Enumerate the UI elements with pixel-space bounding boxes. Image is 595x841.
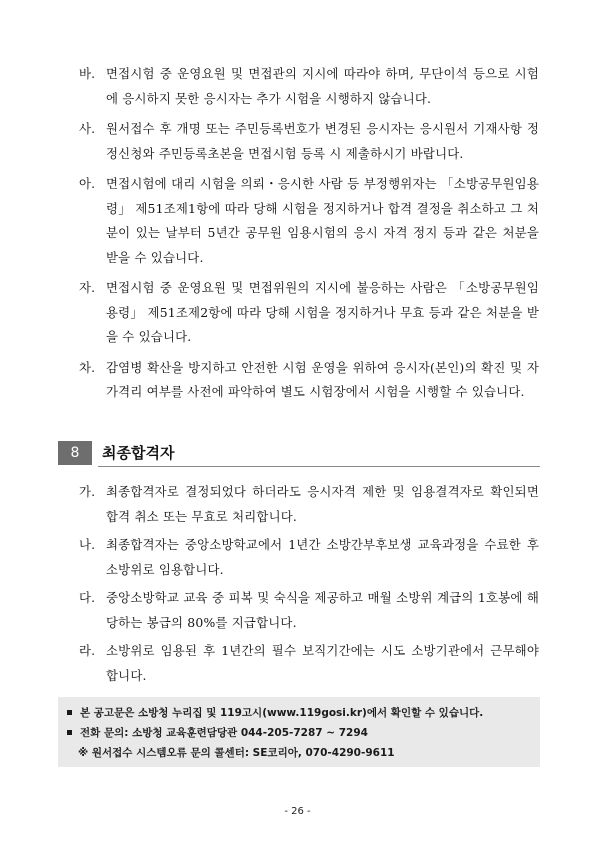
- list-item: [0, 533, 595, 582]
- list-item: [0, 117, 595, 166]
- list-item: [0, 356, 595, 405]
- square-bullet-icon: [67, 710, 72, 715]
- list-item: [0, 172, 595, 270]
- notice-box: [58, 697, 540, 767]
- item-list-bottom: [0, 480, 595, 688]
- section-divider: [98, 466, 540, 467]
- list-item: [0, 276, 595, 350]
- item-text: 면접시험 중 운영요원 및 면접위원의 지시에 불응하는 사람은 「소방공무원임용령」 제51조제2항에 따라 당해 시험을 정지하거나 무효 등과 같은 처분을 받을 수 있습니다.: [106, 280, 539, 344]
- notice-text: 전화 문의: 소방청 교육훈련담당관 044-205-7287 ~ 7294: [80, 727, 368, 739]
- page-number: - 26 -: [284, 806, 311, 817]
- item-marker: 다.: [79, 590, 96, 605]
- item-marker: 나.: [79, 537, 96, 552]
- notice-text: ※ 원서접수 시스템오류 문의 콜센터: SE코리아, 070-4290-9611: [78, 747, 395, 759]
- item-text: 소방위로 임용된 후 1년간의 필수 보직기간에는 시도 소방기관에서 근무해야 합니다.: [106, 643, 539, 683]
- item-marker: 라.: [79, 643, 96, 658]
- item-text: 최종합격자는 중앙소방학교에서 1년간 소방간부후보생 교육과정을 수료한 후 소방위로 임용합니다.: [106, 537, 539, 577]
- item-list-top: [0, 62, 595, 405]
- list-item: [0, 586, 595, 635]
- item-text: 원서접수 후 개명 또는 주민등록번호가 변경된 응시자는 응시원서 기재사항 정정신청와 주민등록초본을 면접시험 등록 시 제출하시기 바랍니다.: [106, 121, 539, 161]
- item-text: 감염병 확산을 방지하고 안전한 시험 운영을 위하여 응시자(본인)의 확진 및 자가격리 여부를 사전에 파악하여 별도 시험장에서 시험을 시행할 수 있습니다.: [106, 359, 539, 399]
- item-marker: 자.: [79, 280, 96, 295]
- item-marker: 가.: [79, 484, 96, 499]
- list-item: [0, 62, 595, 111]
- item-text: 최종합격자로 결정되었다 하더라도 응시자격 제한 및 임용결격자로 확인되면 합격 취소 또는 무효로 처리합니다.: [106, 484, 539, 524]
- item-marker: 사.: [79, 121, 96, 136]
- list-item: [0, 639, 595, 688]
- item-marker: 바.: [79, 66, 96, 81]
- section-heading: [58, 441, 540, 467]
- notice-text: 본 공고문은 소방청 누리집 및 119고시(www.119gosi.kr)에서 확인할 수 있습니다.: [80, 707, 484, 719]
- item-text: 면접시험에 대리 시험을 의뢰・응시한 사람 등 부정행위자는 「소방공무원임용령」 제51조제1항에 따라 당해 시험을 정지하거나 합격 결정을 취소하고 그 처분이 있는 날부터 5년간 공무원 임용시험의 응시 자격 정지 등과 같은 처분을 받을 수 있습니다.: [106, 176, 539, 265]
- list-item: [0, 480, 595, 529]
- section-title: 최종합격자: [102, 444, 175, 462]
- section-number: 8: [58, 441, 92, 465]
- item-marker: 아.: [79, 176, 96, 191]
- square-bullet-icon: [67, 730, 72, 735]
- item-text: 면접시험 중 운영요원 및 면접관의 지시에 따라야 하며, 무단이석 등으로 시험에 응시하지 못한 응시자는 추가 시험을 시행하지 않습니다.: [106, 66, 539, 106]
- item-marker: 차.: [79, 359, 96, 375]
- item-text: 중앙소방학교 교육 중 피복 및 숙식을 제공하고 매월 소방위 계급의 1호봉에 해당하는 봉급의 80%를 지급합니다.: [106, 590, 539, 630]
